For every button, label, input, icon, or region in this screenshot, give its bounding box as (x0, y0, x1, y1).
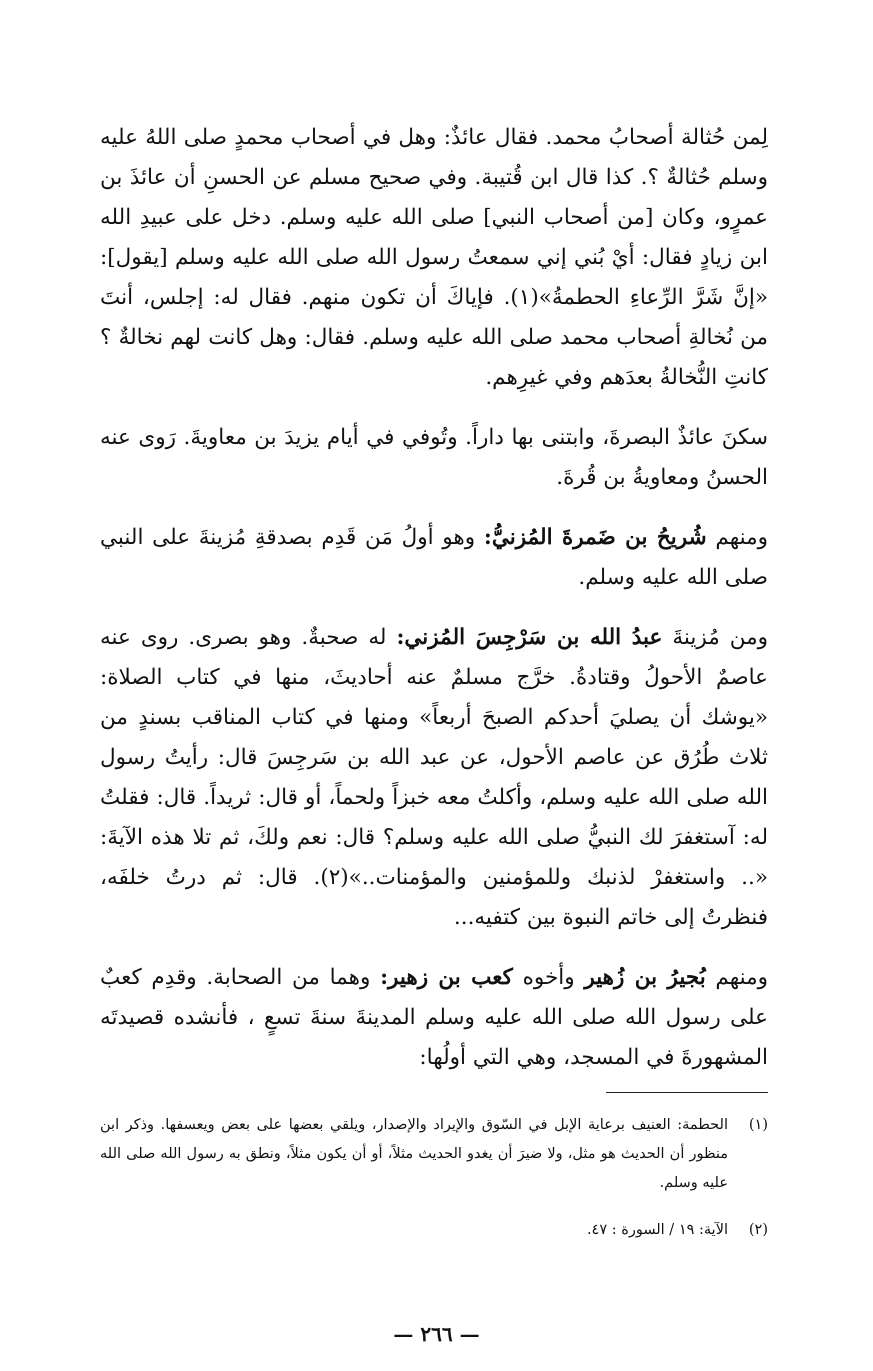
companion-name-shurayh: شُريحُ بن ضَمرةَ المُزنيُّ: (483, 525, 707, 550)
paragraph-4 (100, 618, 768, 938)
paragraph-5 (100, 958, 768, 1078)
footnote-1-text: الحطمة: العنيف برعاية الإبل في السّوق والإيراد والإصدار، ويلقي بعضها على بعض ويعسفها. وذكر ابن منظور أن الحديث هو مثل، ولا ضيرَ أن يغدو الحديث مثلاً، أو أن يكون مثلاً، ونطق به رسول الله صلى الله عليه وسلم. (100, 1117, 728, 1191)
paragraph-2: سكنَ عائذٌ البصرةَ، وابتنى بها داراً. وتُوفي في أيام يزيدَ بن معاويةَ. رَوى عنه الحسنُ ومعاويةُ بن قُرةَ. (100, 425, 768, 490)
paragraph-4-text: له صحبةٌ. وهو بصرى. روى عنه عاصمٌ الأحولُ وقتادةُ. خرَّج مسلمٌ عنه أحاديثَ، منها في كتاب الصلاة: «يوشك أن يصليَ أحدكم الصبحَ أربعاً» ومنها في كتاب المناقب بسندٍ من ثلاث طُرُق عن عاصم الأحول، عن عبد الله بن سَرجِسَ قال: رأيتُ رسول الله صلى الله عليه وسلم، وأكلتُ معه خبزاً ولحماً، أو قال: ثريداً. قال: فقلتُ له: آستغفرَ لك النبيُّ صلى الله عليه وسلم؟ قال: نعم ولكَ، ثم تلا هذه الآيةَ: «.. واستغفرْ لذنبك وللمؤمنين والمؤمنات..»(٢). قال: ثم درتُ خلفَه، فنظرتُ إلى خاتم النبوة بين كتفيه... (100, 625, 768, 930)
footnotes (100, 1111, 768, 1245)
footnote-2-text: الآية: ١٩ / السورة : ٤٧. (586, 1222, 728, 1238)
paragraph-5-intro: ومنهم (715, 965, 769, 990)
paragraph-5-mid: وأخوه (522, 965, 575, 990)
paragraph-1: لِمن حُثالة أصحابُ محمد. فقال عائذٌ: وهل في أصحاب محمدٍ صلى اللهُ عليه وسلم حُثالةٌ ؟. كذا قال ابن قُتيبة. وفي صحيح مسلم عن الحسنِ أن عائذَ بن عمرٍو، وكان [من أصحاب النبي] صلى الله عليه وسلم. دخل على عبيدِ الله ابن زيادٍ فقال: أيْ بُني إني سمعتُ رسول الله صلى الله عليه وسلم [يقول]: «إنَّ شَرَّ الرِّعاءِ الحطمةُ»(١). فإياكَ أن تكون منهم. فقال له: إجلس، أنتَ من نُخالةِ أصحاب محمد صلى الله عليه وسلم. فقال: وهل كانت لهم نخالةٌ ؟ كانتِ النُّخالةُ بعدَهم وفي غيرِهم. (100, 125, 768, 390)
footnote-1 (100, 1111, 768, 1198)
footnote-2 (100, 1216, 768, 1245)
companion-name-abdullah-ibn-sarjis: عبدُ الله بن سَرْجِسَ المُزني: (396, 625, 663, 650)
paragraph-3-intro: ومنهم (715, 525, 768, 550)
paragraph-3-text: وهو أولُ مَن قَدِم بصدقةِ مُزينةَ على النبي صلى الله عليه وسلم. (100, 525, 768, 590)
footnote-1-number: (١) (748, 1117, 768, 1133)
paragraph-3 (100, 518, 768, 598)
footnote-2-number: (٢) (748, 1222, 768, 1238)
footnote-separator (606, 1092, 768, 1093)
companion-name-bujayr: بُجيرُ بن زُهير (584, 965, 706, 990)
page-body (100, 118, 768, 1318)
companion-name-kaab: كعب بن زهير: (380, 965, 513, 990)
paragraph-4-intro: ومن مُزينةَ (672, 625, 768, 650)
paragraph-5-text: وهما من الصحابة. وقدِم كعبٌ على رسول الله صلى الله عليه وسلم المدينةَ سنةَ تسعٍ ، فأنشده قصيدتَه المشهورةَ في المسجد، وهي التي أولُها: (100, 965, 768, 1070)
page-number: — ٢٦٦ — (393, 1322, 480, 1346)
